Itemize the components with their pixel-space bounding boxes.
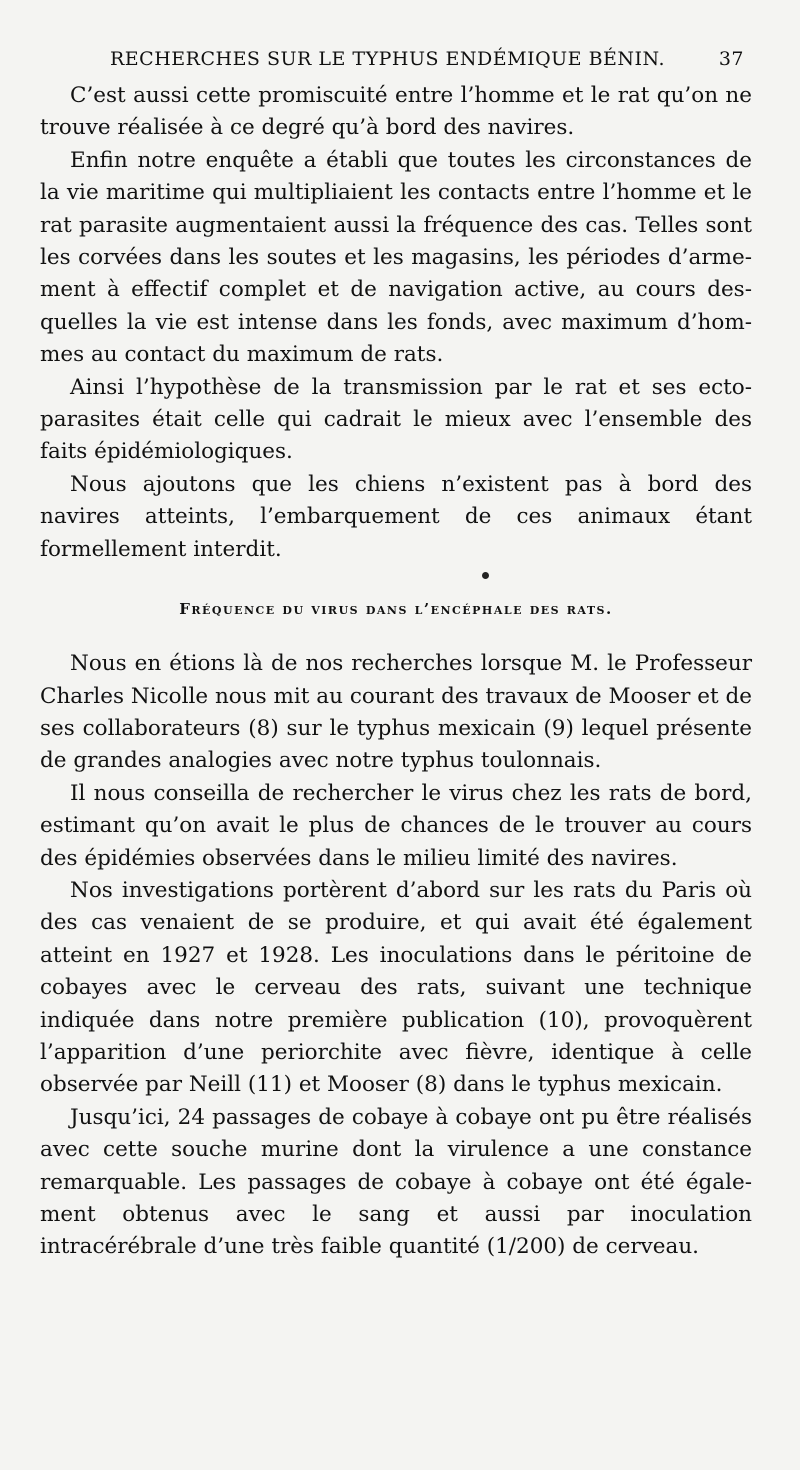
ink-mark xyxy=(482,572,489,579)
paragraph: Nous ajoutons que les chiens n’existent pas à bord des navires atteints, l’embarquement de ces animaux étant formellement interdit. xyxy=(40,471,752,562)
paragraph: Enfin notre enquête a établi que toutes les circonstances de la vie maritime qui multipliaient les contacts entre l’homme et le rat parasite augmentaient aussi la fréquence des cas. Telles sont les corvées dans les soutes et les magasins, les périodes d’armement à effectif complet et de navigation active, au cours desquelles la vie est intense dans les fonds, avec maximum d’hommes au contact du maximum de rats. xyxy=(40,147,752,368)
paragraph: Jusqu’ici, 24 passages de cobaye à cobaye ont pu être réalisés avec cette souche murine dont la virulence a une constance remarquable. Les passages de cobaye à cobaye ont été également obtenus avec le sang et aussi par inoculation intracérébrale d’une très faible quantité (1/200) de cerveau. xyxy=(40,1104,752,1260)
section-heading: Fréquence du virus dans l’encéphale des rats. xyxy=(179,600,613,619)
page-number: 37 xyxy=(718,48,744,70)
paragraph: Nos investigations portèrent d’abord sur les rats du Paris où des cas venaient de se produire, et qui avait été également atteint en 1927 et 1928. Les inoculations dans le péritoine de cobayes avec le cerveau des rats, suivant une technique indiquée dans notre première publication (10), provoquèrent l’apparition d’une periorchite avec fièvre, identique à celle observée par Neill (11) et Mooser (8) dans le typhus mexicain. xyxy=(40,877,752,1098)
paragraph: Nous en étions là de nos recherches lorsque M. le Professeur Charles Nicolle nous mit au courant des travaux de Mooser et de ses collaborateurs (8) sur le typhus mexicain (9) lequel présente de grandes analogies avec notre typhus toulonnais. xyxy=(40,651,752,774)
running-head xyxy=(110,48,752,70)
paragraph: Il nous conseilla de rechercher le virus chez les rats de bord, estimant qu’on avait le plus de chances de le trouver au cours des épidémies observées dans le milieu limité des navires. xyxy=(40,780,752,871)
running-title: RECHERCHES SUR LE TYPHUS ENDÉMIQUE BÉNIN. xyxy=(110,48,665,70)
paragraph: Ainsi l’hypothèse de la transmission par le rat et ses ectoparasites était celle qui cadrait le mieux avec l’ensemble des faits épidémiologiques. xyxy=(40,374,752,465)
paragraph: C’est aussi cette promiscuité entre l’homme et le rat qu’on ne trouve réalisée à ce degré qu’à bord des navires. xyxy=(40,83,752,141)
